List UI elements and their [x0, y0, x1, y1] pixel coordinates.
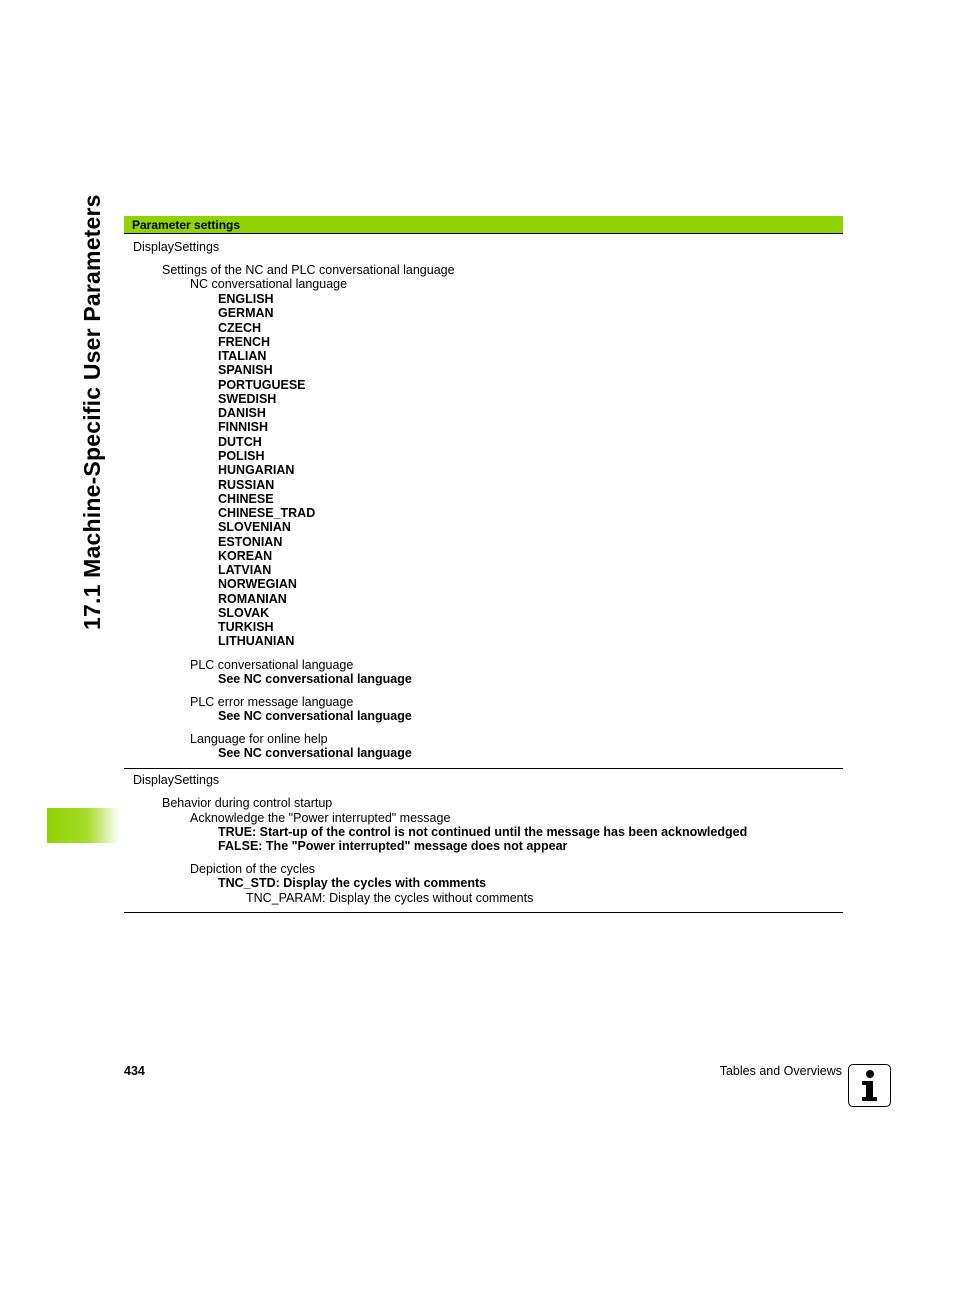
language-item: SWEDISH	[218, 391, 277, 406]
section1-group: Settings of the NC and PLC conversational language	[162, 263, 455, 277]
help-lang-value: See NC conversational language	[218, 746, 412, 760]
language-item: NORWEGIAN	[218, 577, 297, 592]
language-item: FINNISH	[218, 420, 268, 435]
help-lang-label: Language for online help	[190, 732, 328, 746]
language-item: FRENCH	[218, 334, 271, 349]
language-item: SPANISH	[218, 363, 273, 378]
section-divider	[124, 768, 843, 769]
language-item: CHINESE_TRAD	[218, 506, 316, 521]
language-item: DUTCH	[218, 434, 262, 449]
language-item: ENGLISH	[218, 292, 274, 306]
language-item: SLOVAK	[218, 605, 270, 620]
language-item: KOREAN	[218, 548, 273, 563]
cycles-label: Depiction of the cycles	[190, 862, 316, 876]
ack-false-value: FALSE: The "Power interrupted" message does not appear	[218, 839, 568, 853]
language-item: TURKISH	[218, 620, 274, 635]
language-item: DANISH	[218, 406, 266, 421]
table-header: Parameter settings	[124, 216, 843, 234]
plc-err-value: See NC conversational language	[218, 709, 412, 723]
table-bottom-rule	[124, 912, 843, 913]
chapter-name: Tables and Overviews	[719, 1064, 842, 1078]
language-item: ITALIAN	[218, 349, 267, 364]
language-item: POLISH	[218, 448, 265, 463]
chapter-side-title: 17.1 Machine-Specific User Parameters	[79, 194, 105, 630]
language-item: RUSSIAN	[218, 477, 275, 492]
language-item: LITHUANIAN	[218, 634, 295, 649]
language-item: CZECH	[218, 320, 262, 335]
plc-lang-label: PLC conversational language	[190, 658, 354, 672]
chapter-tab-marker	[47, 808, 120, 843]
ack-true-value: TRUE: Start-up of the control is not continued until the message has been acknowledged	[218, 825, 748, 839]
language-item: HUNGARIAN	[218, 463, 295, 478]
language-item: LATVIAN	[218, 563, 272, 578]
language-item: ESTONIAN	[218, 534, 283, 549]
cycles-std-value: TNC_STD: Display the cycles with comments	[218, 876, 487, 890]
cycles-param-value: TNC_PARAM: Display the cycles without comments	[246, 891, 534, 905]
plc-lang-value: See NC conversational language	[218, 672, 412, 686]
language-item: ROMANIAN	[218, 591, 287, 606]
language-item: GERMAN	[218, 306, 274, 321]
language-item: SLOVENIAN	[218, 520, 291, 535]
language-item: CHINESE	[218, 491, 274, 506]
section2-group: Behavior during control startup	[162, 796, 333, 810]
section1-name: DisplaySettings	[133, 240, 220, 254]
info-icon	[848, 1064, 891, 1107]
nc-lang-label: NC conversational language	[190, 277, 348, 291]
section2-name: DisplaySettings	[133, 773, 220, 787]
language-item: PORTUGUESE	[218, 377, 306, 392]
plc-err-label: PLC error message language	[190, 695, 354, 709]
page-number: 434	[124, 1064, 145, 1078]
ack-label: Acknowledge the "Power interrupted" message	[190, 811, 451, 825]
